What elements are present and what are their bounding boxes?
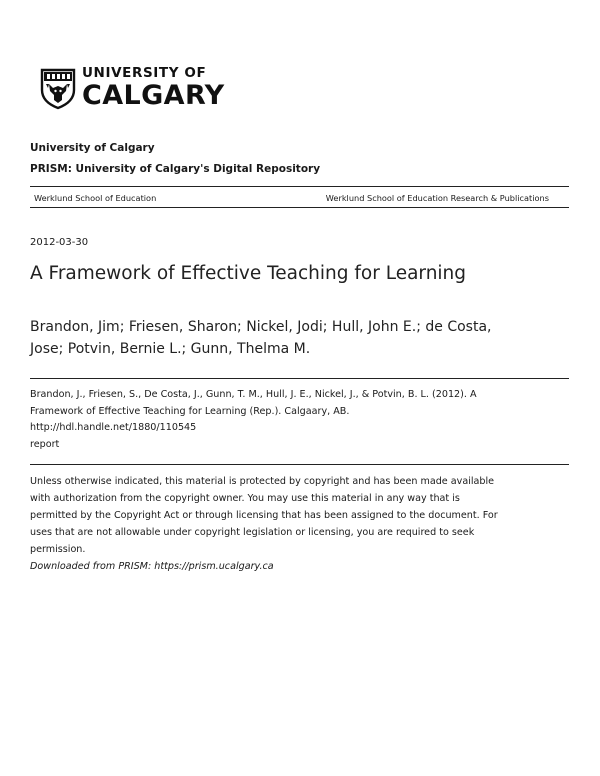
- notice-line-2: with authorization from the copyright owner. You may use this material in any way that is: [30, 493, 460, 504]
- repository-name: PRISM: University of Calgary's Digital Repository: [30, 163, 321, 175]
- divider-top: [30, 186, 569, 187]
- authors-line-2: Jose; Potvin, Bernie L.; Gunn, Thelma M.: [30, 341, 311, 357]
- notice-line-4: uses that are not allowable under copyright legislation or licensing, you are required to seek: [30, 527, 475, 538]
- institution-name: University of Calgary: [30, 142, 155, 154]
- citation-line-2: Framework of Effective Teaching for Learning (Rep.). Calgaary, AB.: [30, 405, 350, 417]
- department-row: [34, 193, 549, 203]
- department-left[interactable]: Werklund School of Education: [34, 193, 157, 203]
- university-logo: [40, 66, 225, 110]
- repository-heading: [30, 138, 320, 180]
- divider-notice-top: [30, 464, 569, 465]
- citation-block: [30, 387, 570, 453]
- notice-line-1: Unless otherwise indicated, this material is protected by copyright and has been made available: [30, 476, 495, 487]
- crest-icon: [40, 66, 76, 110]
- logo-wordmark: [82, 67, 225, 109]
- department-right[interactable]: Werklund School of Education Research & Publications: [325, 193, 549, 203]
- notice-line-3: permitted by the Copyright Act or through licensing that has been assigned to the document. For: [30, 510, 498, 521]
- divider-departments: [30, 207, 569, 208]
- authors-line-1: Brandon, Jim; Friesen, Sharon; Nickel, Jodi; Hull, John E.; de Costa,: [30, 319, 492, 335]
- logo-line-calgary: CALGARY: [82, 79, 225, 111]
- logo-line-university-of: UNIVERSITY OF: [82, 65, 207, 82]
- document-title: A Framework of Effective Teaching for Learning: [30, 263, 467, 284]
- author-list: [30, 316, 570, 360]
- notice-line-5: permission.: [30, 544, 86, 555]
- divider-citation-top: [30, 378, 569, 379]
- document-type: report: [30, 438, 60, 450]
- copyright-notice: [30, 473, 570, 575]
- handle-link[interactable]: http://hdl.handle.net/1880/110545: [30, 422, 197, 433]
- downloaded-from-link[interactable]: Downloaded from PRISM: https://prism.ucalgary.ca: [30, 561, 274, 572]
- citation-line-1: Brandon, J., Friesen, S., De Costa, J., Gunn, T. M., Hull, J. E., Nickel, J., & Potvin, B. L. (2012). A: [30, 389, 477, 400]
- record-date: 2012-03-30: [30, 237, 89, 248]
